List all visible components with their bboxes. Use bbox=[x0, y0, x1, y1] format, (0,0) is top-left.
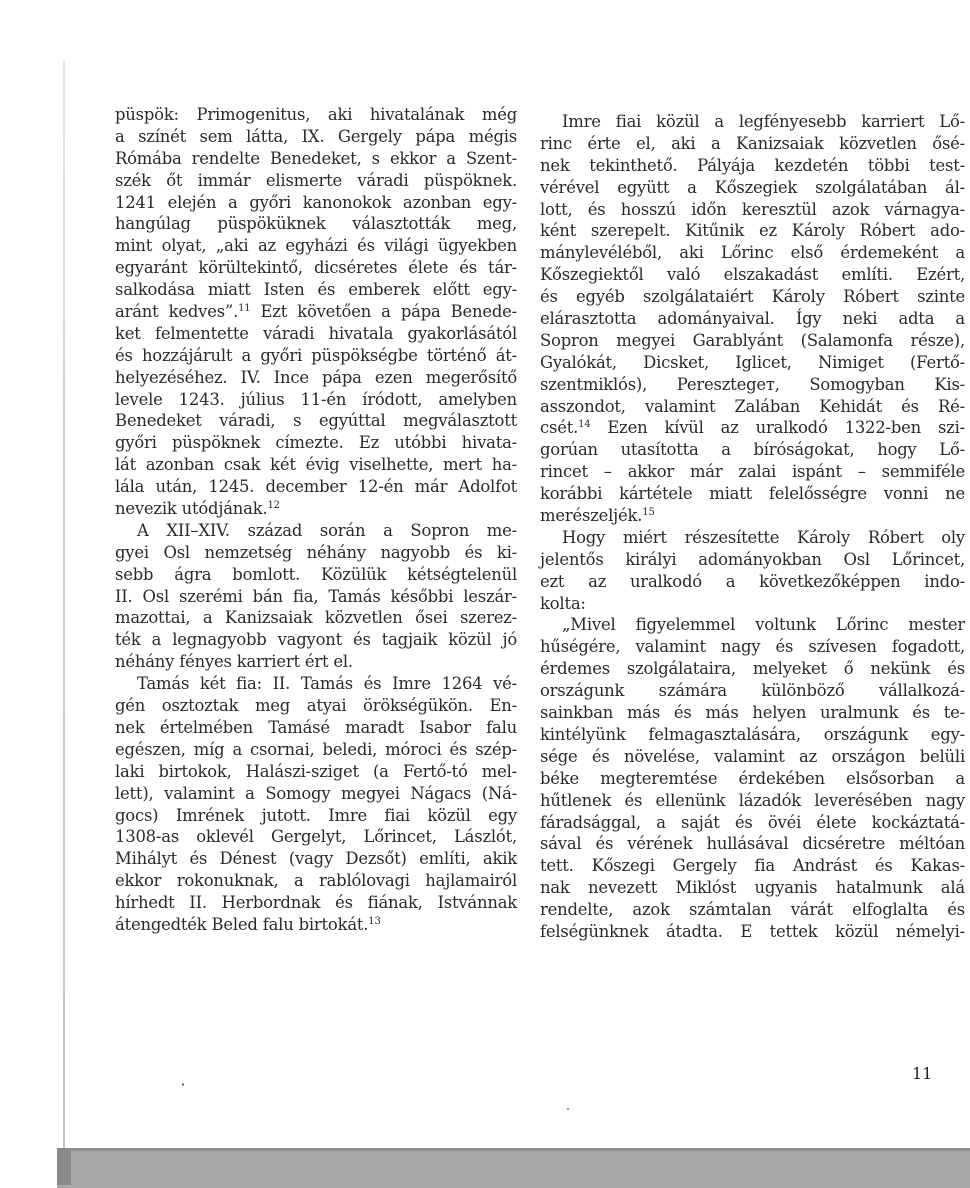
line-text: asszondot, valamint Zalában Kehidát és Ré- bbox=[540, 396, 965, 416]
text-line bbox=[115, 410, 517, 432]
scanner-bottom-edge-shadow bbox=[57, 1148, 71, 1185]
text-line bbox=[115, 126, 517, 148]
line-text: gyei Osl nemzetség néhány nagyobb és ki- bbox=[115, 542, 517, 562]
text-line bbox=[540, 242, 965, 264]
text-line bbox=[540, 396, 965, 418]
line-text: Tamás két fia: II. Tamás és Imre 1264 vé- bbox=[137, 674, 517, 694]
line-text: ként szerepelt. Kitűnik ez Károly Róbert ado- bbox=[540, 221, 965, 241]
text-line bbox=[115, 892, 517, 914]
line-text: győri püspöknek címezte. Ez utóbbi hivata- bbox=[115, 433, 517, 453]
text-line bbox=[540, 746, 965, 768]
line-text: nak nevezett Miklóst ugyanis hatalmunk alá bbox=[540, 878, 965, 898]
line-text: országunk számára különböző vállalkozá- bbox=[540, 681, 965, 701]
text-line bbox=[115, 476, 517, 498]
text-line bbox=[540, 855, 965, 877]
line-text: kolta: bbox=[540, 593, 586, 613]
footnote-marker: 11 bbox=[238, 303, 251, 315]
text-line bbox=[540, 177, 965, 199]
line-text: csét. bbox=[540, 418, 579, 438]
text-line bbox=[540, 505, 965, 527]
text-line bbox=[115, 695, 517, 717]
line-text: lett), valamint a Somogy megyei Nágacs (Ná- bbox=[115, 783, 517, 803]
text-line bbox=[115, 104, 517, 126]
text-line bbox=[540, 549, 965, 571]
text-line bbox=[115, 192, 517, 214]
text-line bbox=[115, 235, 517, 257]
text-line bbox=[540, 308, 965, 330]
text-line bbox=[540, 111, 965, 133]
text-line bbox=[115, 542, 517, 564]
line-text: 1241 elején a győri kanonokok azonban egy- bbox=[115, 192, 517, 212]
text-line bbox=[115, 717, 517, 739]
line-text: tett. Kőszegi Gergely fia Andrást és Kakas- bbox=[540, 856, 965, 876]
line-text: felségünknek átadta. E tettek közül némelyi- bbox=[540, 921, 965, 941]
text-line bbox=[540, 593, 965, 615]
footnote-marker: 13 bbox=[368, 915, 381, 927]
line-text: ezt az uralkodó a következőképpen indo- bbox=[540, 571, 965, 591]
line-text: szentmiklós), Peresztegет, Somogyban Kis- bbox=[540, 374, 965, 394]
text-line bbox=[540, 417, 965, 439]
line-text: átengedték Beled falu birtokát. bbox=[115, 914, 369, 934]
line-text: szék őt immár elismerte váradi püspöknek. bbox=[115, 170, 517, 190]
line-text: Benedeket váradi, s egyúttal megválasztott bbox=[115, 411, 517, 431]
text-line bbox=[540, 461, 965, 483]
text-line bbox=[115, 651, 517, 673]
line-text: vérével együtt a Kőszegiek szolgálatában ál- bbox=[540, 177, 965, 197]
line-text: nek értelmében Tamásé maradt Isabor falu bbox=[115, 717, 517, 737]
text-line bbox=[115, 607, 517, 629]
text-line bbox=[115, 739, 517, 761]
text-line bbox=[540, 833, 965, 855]
line-text: püspök: Primogenitus, aki hivatalának még bbox=[115, 105, 517, 124]
text-line bbox=[540, 374, 965, 396]
text-line bbox=[540, 199, 965, 221]
text-line bbox=[115, 564, 517, 586]
line-text: korábbi kártétele miatt felelősségre vonni ne bbox=[540, 484, 965, 504]
text-line bbox=[540, 439, 965, 461]
text-line bbox=[540, 133, 965, 155]
line-text: 1308-as oklevél Gergelyt, Lőrincet, Lászlót, bbox=[115, 827, 517, 847]
text-line bbox=[540, 571, 965, 593]
line-text: salkodása miatt Isten és emberek előtt egy- bbox=[115, 280, 517, 300]
line-text: néhány fényes karriert ért el. bbox=[115, 652, 353, 672]
text-line bbox=[115, 870, 517, 892]
text-line bbox=[115, 213, 517, 235]
scan-speck bbox=[182, 1083, 184, 1086]
line-text: lott, és hosszú időn keresztül azok várnagya- bbox=[540, 199, 965, 219]
text-line bbox=[540, 768, 965, 790]
text-line bbox=[115, 170, 517, 192]
text-line bbox=[115, 826, 517, 848]
line-text: „Mivel figyelemmel voltunk Lőrinc mester bbox=[562, 615, 965, 635]
line-text: Sopron megyei Garablyánt (Salamonfa része), bbox=[540, 330, 965, 350]
text-line bbox=[540, 220, 965, 242]
line-text: rincet – akkor már zalai ispánt – semmiféle bbox=[540, 462, 965, 482]
text-line bbox=[540, 483, 965, 505]
line-text: elárasztotta adományaival. Így neki adta a bbox=[540, 309, 965, 329]
line-text-continued: Ezt követően a pápa Benede- bbox=[250, 302, 517, 322]
text-line bbox=[540, 155, 965, 177]
line-text: laki birtokok, Halászi-sziget (a Fertő-tó mel- bbox=[115, 761, 517, 781]
text-line bbox=[540, 658, 965, 680]
text-line bbox=[115, 520, 517, 542]
line-text: mánylevéléből, aki Lőrinc első érdemeként a bbox=[540, 243, 965, 263]
line-text: rinc érte el, aki a Kanizsaiak közvetlen ősé- bbox=[540, 133, 965, 153]
line-text: kintélyünk felmagasztalására, országunk egy- bbox=[540, 724, 965, 744]
line-text: gén osztoztak meg atyai örökségükön. En- bbox=[115, 696, 517, 716]
line-text: Kőszegiektől való elszakadást említi. Ezért, bbox=[540, 265, 965, 285]
text-line bbox=[115, 323, 517, 345]
text-line bbox=[115, 761, 517, 783]
text-line bbox=[540, 636, 965, 658]
line-text: aránt kedves”. bbox=[115, 302, 239, 322]
line-text: gorúan utasította a bíróságokat, hogy Lő- bbox=[540, 440, 965, 460]
line-text: sebb ágra bomlott. Közülük kétségtelenül bbox=[115, 564, 517, 584]
line-text: II. Osl szerémi bán fia, Tamás későbbi leszár- bbox=[115, 586, 517, 606]
line-text: rendelte, azok számtalan várát elfoglalta és bbox=[540, 900, 965, 920]
text-line bbox=[540, 899, 965, 921]
text-line bbox=[115, 848, 517, 870]
line-text: ket felmentette váradi hivatala gyakorlásától bbox=[115, 323, 517, 343]
text-line bbox=[115, 586, 517, 608]
text-line bbox=[115, 279, 517, 301]
scan-speck bbox=[567, 1108, 569, 1110]
text-line bbox=[115, 301, 517, 323]
page-fold-line bbox=[63, 60, 65, 1150]
text-line bbox=[540, 352, 965, 374]
line-text: Imre fiai közül a legfényesebb karriert Lő- bbox=[562, 112, 965, 131]
line-text: Gyalókát, Dicsket, Iglicet, Nimiget (Fertő- bbox=[540, 352, 965, 372]
page-number: 11 bbox=[912, 1064, 933, 1083]
line-text: hűségére, valamint nagy és szívesen fogadott, bbox=[540, 637, 965, 657]
text-line bbox=[540, 286, 965, 308]
text-line bbox=[540, 330, 965, 352]
footnote-marker: 12 bbox=[267, 500, 280, 512]
line-text: Rómába rendelte Benedeket, s ekkor a Szent- bbox=[115, 148, 517, 168]
text-line bbox=[540, 724, 965, 746]
right-text-column bbox=[540, 111, 965, 943]
line-text: lála után, 1245. december 12-én már Adolfot bbox=[115, 477, 517, 497]
text-line bbox=[540, 527, 965, 549]
line-text: a színét sem látta, IX. Gergely pápa mégis bbox=[115, 126, 517, 146]
text-line bbox=[115, 257, 517, 279]
text-line bbox=[115, 148, 517, 170]
line-text: és hozzájárult a győri püspökségbe történő át- bbox=[115, 345, 517, 365]
line-text: és egyéb szolgálataiért Károly Róbert szinte bbox=[540, 287, 965, 307]
line-text: A XII–XIV. század során a Sopron me- bbox=[137, 520, 517, 540]
line-text: sainkban más és más helyen uralmunk és te- bbox=[540, 703, 965, 723]
line-text: ekkor rokonuknak, a rablólovagi hajlamairól bbox=[115, 871, 517, 891]
text-line bbox=[115, 432, 517, 454]
text-line bbox=[115, 783, 517, 805]
line-text: béke megteremtése érdekében elsősorban a bbox=[540, 768, 965, 788]
line-text: gocs) Imrének jutott. Imre fiai közül egy bbox=[115, 805, 517, 825]
text-line bbox=[115, 345, 517, 367]
text-line bbox=[540, 877, 965, 899]
line-text: lát azonban csak két évig viselhette, mert ha- bbox=[115, 455, 517, 475]
text-line bbox=[115, 914, 517, 936]
footnote-marker: 14 bbox=[578, 419, 591, 431]
line-text: fáradsággal, a saját és övéi élete kockáztatá- bbox=[540, 812, 965, 832]
footnote-marker: 15 bbox=[642, 507, 655, 519]
line-text: jelentős királyi adományokban Osl Lőrincet, bbox=[540, 549, 965, 569]
text-line bbox=[540, 614, 965, 636]
text-line bbox=[115, 498, 517, 520]
text-line bbox=[540, 702, 965, 724]
text-line bbox=[540, 921, 965, 943]
text-line bbox=[115, 673, 517, 695]
line-text: nevezik utódjának. bbox=[115, 499, 268, 519]
line-text: sával és vérének hullásával dicséretre méltóan bbox=[540, 834, 965, 854]
text-line bbox=[115, 367, 517, 389]
scanner-bottom-edge bbox=[57, 1148, 970, 1188]
line-text: helyezéséhez. IV. Ince pápa ezen megerősítő bbox=[115, 367, 517, 387]
text-line bbox=[115, 389, 517, 411]
line-text: mazottai, a Kanizsaiak közvetlen ősei szerez- bbox=[115, 608, 517, 628]
line-text: érdemes szolgálataira, melyeket ő nekünk és bbox=[540, 659, 965, 679]
line-text: merészeljék. bbox=[540, 506, 643, 526]
line-text: hangúlag püspöküknek választották meg, bbox=[115, 214, 517, 234]
text-line bbox=[540, 680, 965, 702]
line-text: hírhedt II. Herbordnak és fiának, Istvánnak bbox=[115, 893, 517, 913]
text-line bbox=[540, 264, 965, 286]
line-text: Hogy miért részesítette Károly Róbert oly bbox=[562, 527, 965, 547]
line-text: levele 1243. július 11-én íródott, amelyben bbox=[115, 389, 517, 409]
line-text: mint olyat, „aki az egyházi és világi ügyekben bbox=[115, 236, 517, 256]
text-line bbox=[115, 805, 517, 827]
left-text-column bbox=[115, 104, 517, 936]
text-line bbox=[115, 629, 517, 651]
text-line bbox=[540, 790, 965, 812]
line-text: egészen, míg a csornai, beledi, móroci és szép- bbox=[115, 739, 517, 759]
line-text: sége és növelése, valamint az országon belüli bbox=[540, 746, 965, 766]
line-text-continued: Ezen kívül az uralkodó 1322-ben szi- bbox=[590, 418, 965, 438]
text-line bbox=[115, 454, 517, 476]
line-text: egyaránt körültekintő, dicséretes élete és tár- bbox=[115, 258, 517, 278]
line-text: nek tekinthető. Pályája kezdetén többi test- bbox=[540, 155, 965, 175]
text-line bbox=[540, 812, 965, 834]
line-text: hűtlenek és ellenünk lázadók leverésében nagy bbox=[540, 790, 965, 810]
line-text: Mihályt és Dénest (vagy Dezsőt) említi, akik bbox=[115, 849, 517, 869]
line-text: ték a legnagyobb vagyont és tagjaik közül jó bbox=[115, 630, 517, 650]
